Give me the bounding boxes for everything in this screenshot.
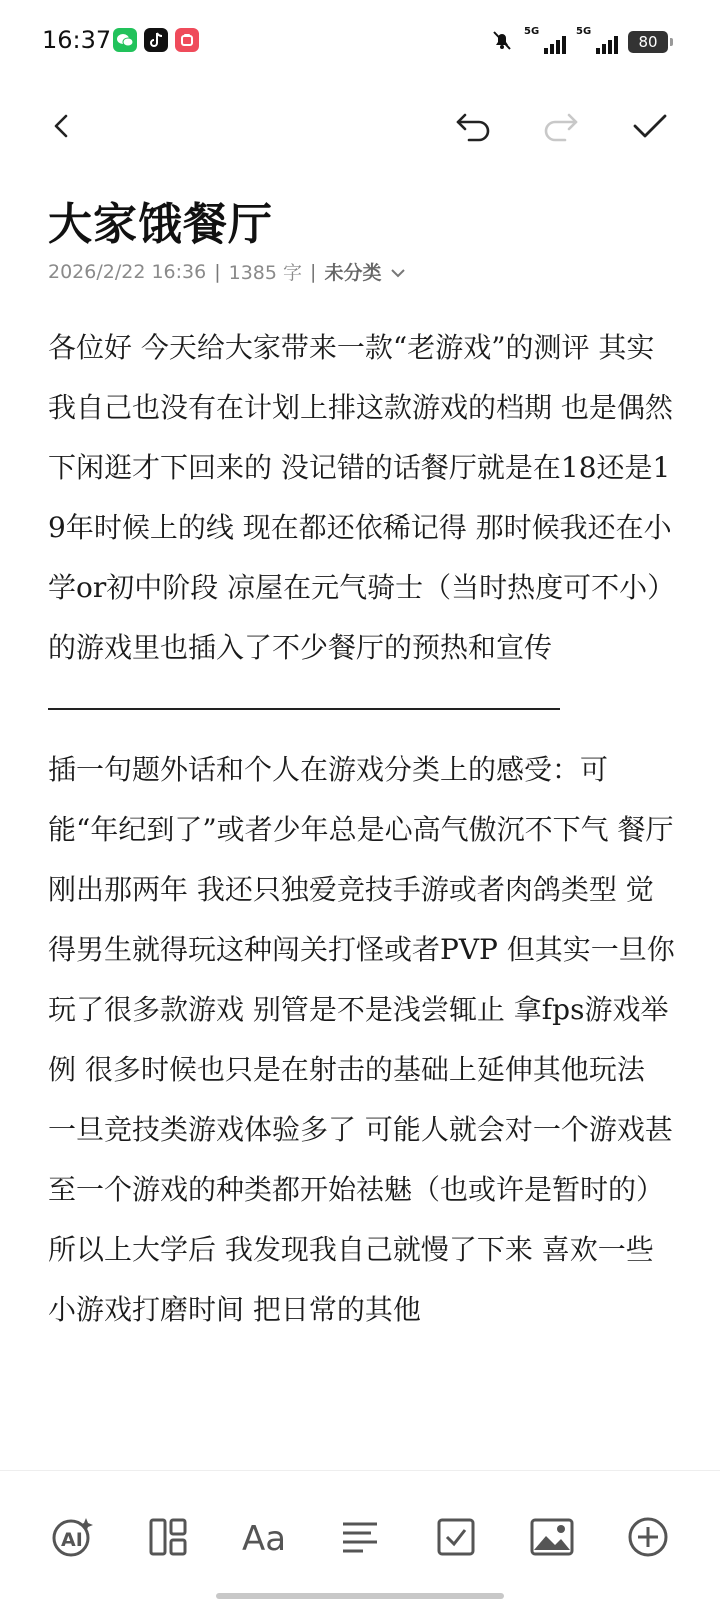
wechat-icon [113, 28, 137, 52]
checklist-button[interactable] [428, 1511, 484, 1567]
editor-toolbar [0, 96, 720, 160]
home-indicator[interactable] [216, 1593, 504, 1599]
word-count: 1385 字 [228, 262, 303, 284]
image-icon [530, 1518, 574, 1560]
ai-button[interactable] [44, 1511, 100, 1567]
text-style-icon: Aa [241, 1519, 287, 1559]
redo-button[interactable] [536, 104, 584, 152]
ai-icon [50, 1515, 94, 1563]
format-toolbar [0, 1470, 720, 1601]
category-label: 未分类 [324, 262, 382, 284]
add-button[interactable] [620, 1511, 676, 1567]
layout-icon [149, 1518, 187, 1560]
status-bar [0, 0, 720, 86]
check-icon [632, 112, 668, 144]
redo-icon [541, 109, 579, 147]
back-icon [48, 112, 76, 144]
status-time: 16:37 [42, 26, 112, 54]
body-paragraph-1[interactable]: 各位好 今天给大家带来一款“老游戏”的测评 其实我自己也没有在计划上排这款游戏的档期 也是偶然下闲逛才下回来的 没记错的话餐厅就是在18还是19年时候上的线 现在都还依稀记得 那时候我还在小学or初中阶段 凉屋在元气骑士（当时热度可不小）的游戏里也插入了不少餐厅的预热和宣传 [48, 331, 676, 664]
image-button[interactable] [524, 1511, 580, 1567]
meta-separator: | [214, 260, 221, 283]
status-indicators [490, 28, 668, 56]
divider-line [48, 708, 560, 710]
battery-indicator: 80 [628, 31, 668, 53]
layout-button[interactable] [140, 1511, 196, 1567]
meta-separator: | [310, 260, 317, 283]
align-icon [341, 1520, 379, 1558]
align-button[interactable] [332, 1511, 388, 1567]
body-paragraph-2[interactable]: 插一句题外话和个人在游戏分类上的感受：可能“年纪到了”或者少年总是心高气傲沉不下气 餐厅刚出那两年 我还只独爱竞技手游或者肉鸽类型 觉得男生就得玩这种闯关打怪或者PVP 但其实一旦你玩了很多款游戏 别管是不是浅尝辄止 拿fps游戏举例 很多时候也只是在射击的基础上延伸其他玩法 一旦竞技类游戏体验多了 可能人就会对一个游戏甚至一个游戏的种类都开始祛魅（也或许是暂时的）所以上大学后 我发现我自己就慢了下来 喜欢一些小游戏打磨时间 把日常的其他 [48, 753, 675, 1326]
mute-bell-icon [490, 28, 514, 56]
note-title[interactable]: 大家饿餐厅 [48, 199, 273, 250]
note-date: 2026/2/22 16:36 [48, 260, 207, 283]
redbook-icon [175, 28, 199, 52]
chevron-down-icon [390, 262, 406, 284]
tiktok-icon [144, 28, 168, 52]
signal-2-icon: 5G [576, 30, 618, 54]
text-style-button[interactable] [236, 1511, 292, 1567]
signal-1-icon: 5G [524, 30, 566, 54]
note-meta [48, 258, 406, 285]
back-button[interactable] [38, 104, 86, 152]
undo-button[interactable] [450, 104, 498, 152]
svg-text:AI: AI [61, 1529, 83, 1551]
checklist-icon [437, 1518, 475, 1560]
note-body[interactable] [48, 318, 678, 1340]
undo-icon [455, 109, 493, 147]
add-icon [627, 1516, 669, 1562]
category-selector[interactable] [324, 258, 406, 285]
done-button[interactable] [626, 104, 674, 152]
